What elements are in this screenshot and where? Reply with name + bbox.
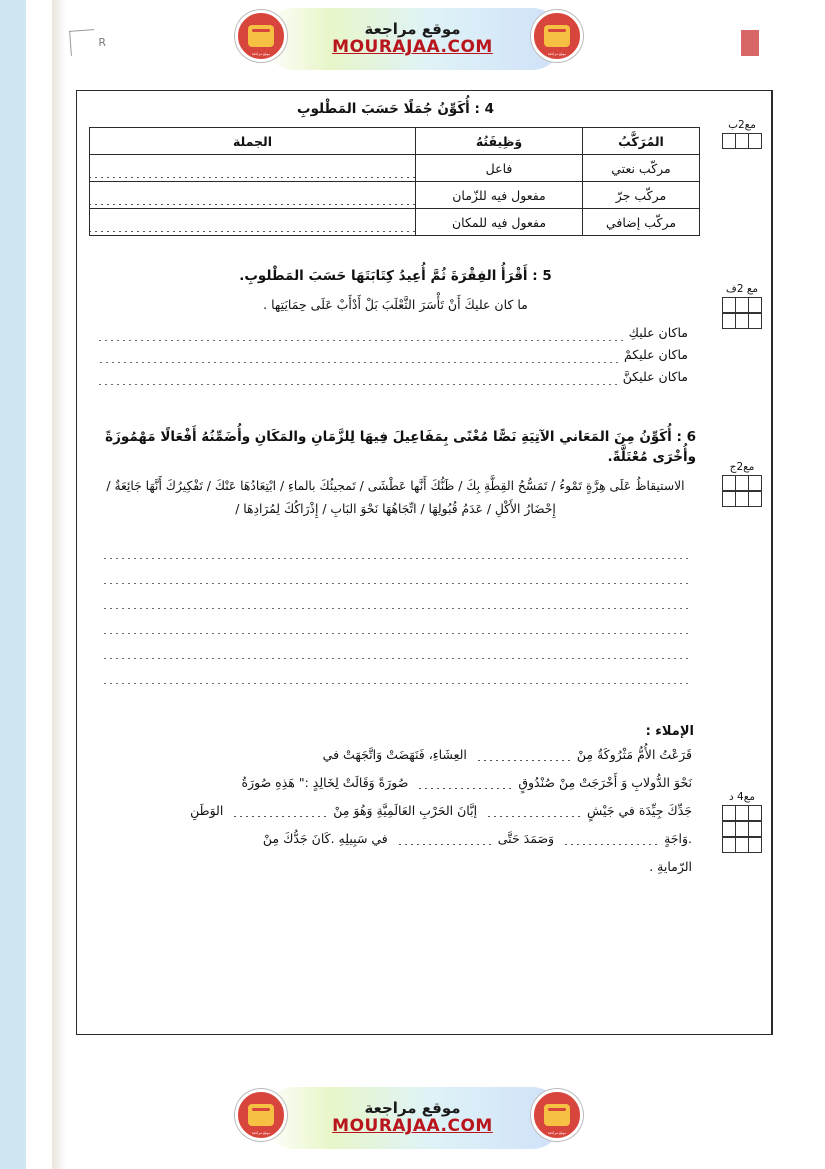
mark-grid-q6-row2[interactable] xyxy=(713,491,771,507)
dictation-line xyxy=(99,741,692,769)
watermark-line1: موقع مراجعة xyxy=(364,1098,461,1117)
dictation-line xyxy=(99,825,692,853)
fragment-prompt: ماكان عليكِ xyxy=(628,324,688,340)
exercise-5-title: 5 : أَقْرَأُ الفِقْرَةَ ثُمَّ أُعِيدُ كِتَابَتَهَا حَسَبَ المَطْلوبِ. xyxy=(239,268,552,285)
table-cell-function: مفعول فيه للمكان xyxy=(416,209,583,236)
site-logo xyxy=(235,10,287,62)
exercise-5-sentence: ما كان عليكَ أَنْ تَأْسَرَ الثَّعْلَبَ بَلْ أَدْأَبْ عَلَى حِمَايَتِها . xyxy=(263,296,528,312)
answer-line[interactable] xyxy=(103,659,688,684)
scan-smudge-artifact: R xyxy=(98,36,106,49)
mark-grid-q5-row2[interactable] xyxy=(713,313,771,329)
table-cell-answer[interactable] xyxy=(90,155,416,182)
logo-caption: موقع مراجعة xyxy=(251,52,271,56)
dictation-line xyxy=(99,797,692,825)
answer-line[interactable] xyxy=(103,534,688,559)
mark-grid-q4[interactable] xyxy=(713,133,771,149)
dictation-text: إبَّانَ الحَرْبِ العَالَمِيَّةِ وَهُوَ مِنْ xyxy=(333,802,478,818)
answer-line[interactable] xyxy=(97,349,618,363)
answer-line[interactable] xyxy=(103,584,688,609)
marks-column xyxy=(714,91,772,1034)
table-row xyxy=(90,209,700,236)
exercise-4-title: 4 : أُكَوِّنُ جُمَلًا حَسَبَ المَطْلوبِ xyxy=(297,101,494,117)
dictation-text: قَرَعْتُ الأُمُّ مَثْرُوكَةٌ مِنْ xyxy=(576,746,692,762)
table-cell-structure: مركّب إضافي xyxy=(583,209,700,236)
answer-line[interactable] xyxy=(103,609,688,634)
exercise-dictation xyxy=(77,718,714,882)
exercise-6-word-bank: الاستيقاظُ عَلَى هِرَّةٍ تَمْوءُ / تَمَسُّحُ القِطَّةِ بِكَ / ظَنُّكَ أَنَّها عَطْشَى / تَمجيئُكَ بالماءِ / ابْتِعَادُهَا عَنْكَ / تَفْكِيرُكَ أَنَّهَا جَائِعَةٌ / إِحْضَارُ الأَكْلِ / عَدَمُ قُبُولِهَا / اتِّجَاهُهَا نَحْوَ البَابِ / إِذْرَاكُكَ لِمُرَادِهَا / xyxy=(106,479,685,517)
table-header-cell: الجملة xyxy=(90,128,416,155)
dictation-text: العِشَاءِ، فَنَهَضَتْ وَاتَّجَهَتْ في xyxy=(322,746,467,762)
dictation-blank[interactable] xyxy=(395,833,491,845)
dictation-text: الوَطَنِ xyxy=(190,802,224,818)
fragment-prompt: ماكان عليكنَّ xyxy=(622,368,688,384)
dictation-title: الإملاء : xyxy=(645,723,694,739)
dictation-blank[interactable] xyxy=(561,833,657,845)
table-cell-answer[interactable] xyxy=(90,182,416,209)
site-logo xyxy=(235,1089,287,1141)
dictation-text: جَدِّكَ جِيِّدَة في جَيْشٍ xyxy=(587,802,692,818)
watermark-line1: موقع مراجعة xyxy=(364,19,461,38)
answer-line[interactable] xyxy=(97,371,617,385)
dictation-text: نَحْوَ الدُّولابِ وَ أَخْرَجَتْ مِنْ صُنْدُوقٍ xyxy=(518,774,692,790)
mark-grid-dictation[interactable] xyxy=(713,805,771,821)
watermark-line2: MOURAJAA.COM xyxy=(332,1116,493,1137)
answer-line[interactable] xyxy=(97,327,623,341)
mark-grid-dictation-row2[interactable] xyxy=(713,821,771,837)
exercises-column xyxy=(77,91,714,1034)
answer-row xyxy=(97,319,694,341)
exercise-6 xyxy=(77,419,714,684)
dictation-blank[interactable] xyxy=(415,777,511,789)
dictation-blank[interactable] xyxy=(474,749,570,761)
scan-red-artifact xyxy=(741,30,759,56)
table-cell-structure: مركّب نعتي xyxy=(583,155,700,182)
exercise-6-answer-area xyxy=(91,528,700,684)
dictation-line xyxy=(99,769,692,797)
table-header-cell: المُرَكَّبُ xyxy=(583,128,700,155)
dictation-text: الرّمايةِ . xyxy=(649,859,692,875)
dictation-blank[interactable] xyxy=(484,805,580,817)
watermark-banner-top xyxy=(263,8,563,70)
site-logo xyxy=(531,10,583,62)
answer-row xyxy=(97,363,694,385)
exam-sheet xyxy=(76,90,773,1035)
exercise-4 xyxy=(77,91,714,236)
dictation-text: وَصَمَدَ حَتَّى xyxy=(497,831,555,847)
dictation-line xyxy=(99,853,692,881)
table-cell-structure: مركّب جرّ xyxy=(583,182,700,209)
answer-row xyxy=(97,341,694,363)
mark-label-q6: مع2ج xyxy=(729,461,755,473)
table-row xyxy=(90,182,700,209)
table-row xyxy=(90,155,700,182)
logo-caption: موقع مراجعة xyxy=(251,1131,271,1135)
mark-block-dictation xyxy=(713,789,771,853)
mark-grid-q5[interactable] xyxy=(713,297,771,313)
watermark-line2: MOURAJAA.COM xyxy=(332,37,493,58)
exercise-5-answers xyxy=(91,317,700,385)
mark-label-dictation: مع4 د xyxy=(729,791,755,803)
fragment-prompt: ماكان عليكمْ xyxy=(623,346,688,362)
logo-caption: موقع مراجعة xyxy=(547,52,567,56)
answer-line[interactable] xyxy=(103,634,688,659)
mark-label-q4: مع2ب xyxy=(728,119,756,131)
table-header-cell: وَظِيفَتُهُ xyxy=(416,128,583,155)
table-cell-function: فاعل xyxy=(416,155,583,182)
dictation-body xyxy=(91,741,700,882)
mark-grid-dictation-row3[interactable] xyxy=(713,837,771,853)
exercise-4-table xyxy=(89,127,700,236)
mark-grid-q6[interactable] xyxy=(713,475,771,491)
answer-line[interactable] xyxy=(103,559,688,584)
scan-edge-artifact xyxy=(52,0,66,1169)
dictation-text: .وَاجَةٍ xyxy=(664,831,692,847)
mark-block-q6 xyxy=(713,459,771,507)
dictation-text: صُورَةً وَقَالَتْ لِخَالِدٍ :" هَذِهِ صُورَةُ xyxy=(241,774,409,790)
mark-block-q5 xyxy=(713,281,771,329)
watermark-banner-bottom xyxy=(263,1087,563,1149)
site-logo xyxy=(531,1089,583,1141)
table-cell-function: مفعول فيه للزّمان xyxy=(416,182,583,209)
dictation-blank[interactable] xyxy=(230,805,326,817)
mark-label-q5: مع 2ف xyxy=(725,283,759,295)
exercise-5 xyxy=(77,258,714,384)
table-cell-answer[interactable] xyxy=(90,209,416,236)
logo-caption: موقع مراجعة xyxy=(547,1131,567,1135)
mark-block-q4 xyxy=(713,117,771,149)
exercise-6-title: 6 : أُكَوِّنُ مِنَ المَعَاني الآتِيَةِ نَصًّا مُغْنًى بِمَفَاعِيلَ فِيهَا لِلزَّمَانِ والمَكَانِ وأُضَمِّنُهُ أَفْعَالًا مَهْمُوزَةً وأُخْرَى مُعْتَلَّةً. xyxy=(105,428,696,465)
dictation-text: في سَبِيلِهِ .كَانَ جَدُّكَ مِنْ xyxy=(262,831,388,847)
table-header-row xyxy=(90,128,700,155)
